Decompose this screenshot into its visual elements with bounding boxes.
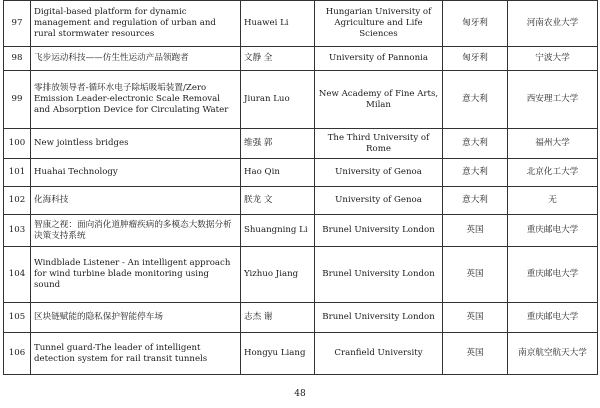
table-row <box>4 187 598 215</box>
chinese-university: 北京化工大学 <box>508 159 598 187</box>
country: 英国 <box>443 215 508 247</box>
row-number: 101 <box>4 159 31 187</box>
row-number: 97 <box>4 1 31 47</box>
country: 英国 <box>443 303 508 333</box>
university: Hungarian University of Agriculture and Life Sciences <box>315 1 443 47</box>
row-number: 100 <box>4 129 31 159</box>
table-row <box>4 71 598 129</box>
chinese-university: 重庆邮电大学 <box>508 303 598 333</box>
team-leader: Yizhuo Jiang <box>241 247 315 303</box>
table-row <box>4 333 598 375</box>
team-leader: 文静 全 <box>241 47 315 71</box>
project-name: Huahai Technology <box>31 159 241 187</box>
table-row <box>4 1 598 47</box>
team-leader: Hao Qin <box>241 159 315 187</box>
chinese-university: 宁波大学 <box>508 47 598 71</box>
project-name: 飞步运动科技——仿生性运动产品领跑者 <box>31 47 241 71</box>
chinese-university: 西安理工大学 <box>508 71 598 129</box>
team-leader: 维强 郭 <box>241 129 315 159</box>
university: Brunel University London <box>315 215 443 247</box>
team-leader: 朕龙 文 <box>241 187 315 215</box>
university: Brunel University London <box>315 247 443 303</box>
country: 匈牙利 <box>443 1 508 47</box>
country: 英国 <box>443 247 508 303</box>
university: New Academy of Fine Arts, Milan <box>315 71 443 129</box>
chinese-university: 无 <box>508 187 598 215</box>
project-name: Windblade Listener - An intelligent approach for wind turbine blade monitoring using sound <box>31 247 241 303</box>
country: 英国 <box>443 333 508 375</box>
chinese-university: 河南农业大学 <box>508 1 598 47</box>
country: 意大利 <box>443 187 508 215</box>
team-leader: Jiuran Luo <box>241 71 315 129</box>
chinese-university: 重庆邮电大学 <box>508 247 598 303</box>
page-number: 48 <box>294 389 306 399</box>
project-name: 零排放领导者-循环水电子除垢吸垢装置/Zero Emission Leader-electronic Scale Removal and Absorption Device for Circulating Water <box>31 71 241 129</box>
row-number: 106 <box>4 333 31 375</box>
table-row <box>4 247 598 303</box>
country: 意大利 <box>443 129 508 159</box>
row-number: 105 <box>4 303 31 333</box>
row-number: 98 <box>4 47 31 71</box>
row-number: 102 <box>4 187 31 215</box>
university: University of Genoa <box>315 187 443 215</box>
country: 意大利 <box>443 159 508 187</box>
table-row <box>4 159 598 187</box>
project-name: New jointless bridges <box>31 129 241 159</box>
project-name: Digital-based platform for dynamic management and regulation of urban and rural stormwater resources <box>31 1 241 47</box>
project-name: 区块链赋能的隐私保护智能停车场 <box>31 303 241 333</box>
table-row <box>4 303 598 333</box>
team-leader: Shuangning Li <box>241 215 315 247</box>
university: Cranfield University <box>315 333 443 375</box>
university: University of Genoa <box>315 159 443 187</box>
team-leader: 志杰 谢 <box>241 303 315 333</box>
table-row <box>4 215 598 247</box>
team-leader: Huawei Li <box>241 1 315 47</box>
chinese-university: 重庆邮电大学 <box>508 215 598 247</box>
country: 意大利 <box>443 71 508 129</box>
table-row <box>4 47 598 71</box>
country: 匈牙利 <box>443 47 508 71</box>
team-leader: Hongyu Liang <box>241 333 315 375</box>
chinese-university: 南京航空航天大学 <box>508 333 598 375</box>
row-number: 99 <box>4 71 31 129</box>
university: The Third University of Rome <box>315 129 443 159</box>
row-number: 104 <box>4 247 31 303</box>
university: Brunel University London <box>315 303 443 333</box>
table-row <box>4 129 598 159</box>
university: University of Pannonia <box>315 47 443 71</box>
project-name: Tunnel guard-The leader of intelligent detection system for rail transit tunnels <box>31 333 241 375</box>
project-name: 智康之视：面向消化道肿瘤疾病的多模态大数据分析决策支持系统 <box>31 215 241 247</box>
chinese-university: 福州大学 <box>508 129 598 159</box>
row-number: 103 <box>4 215 31 247</box>
award-list-table <box>3 0 598 375</box>
project-name: 化海科技 <box>31 187 241 215</box>
